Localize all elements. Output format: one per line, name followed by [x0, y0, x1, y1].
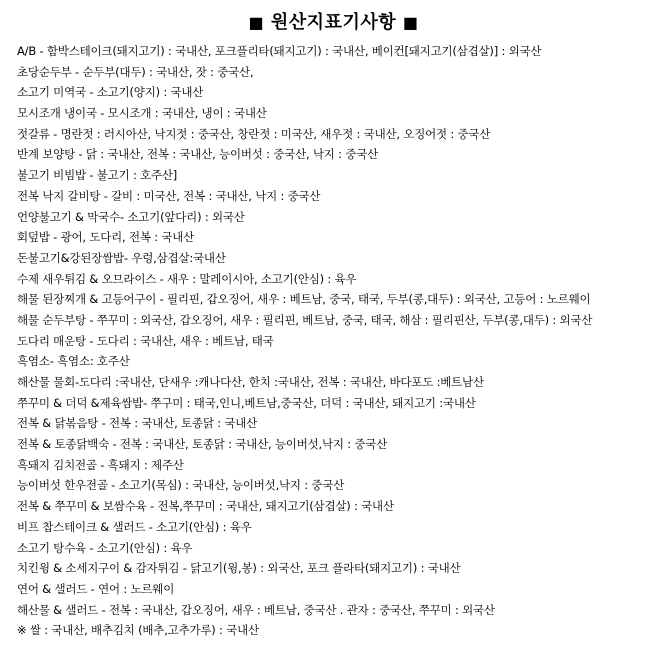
- origin-item: 도다리 매운탕 - 도다리 : 국내산, 새우 : 베트남, 태국: [17, 333, 274, 348]
- origin-item: 해산물 물회-도다리 :국내산, 단새우 :캐나다산, 한치 :국내산, 전복 : 국내산, 바다포도 :베트남산: [17, 375, 484, 389]
- origin-item: 흑염소- 흑염소: 호주산: [17, 354, 130, 369]
- origin-item: 전복 & 닭볶음탕 - 전복 : 국내산, 토종닭 : 국내산: [17, 416, 258, 431]
- origin-item: 전복 & 쭈꾸미 & 보쌈수육 - 전복,쭈꾸미 : 국내산, 돼지고기(삼겹살) : 국내산: [17, 499, 394, 514]
- page-title: [0, 8, 667, 34]
- origin-item: 치킨윙 & 소세지구이 & 감자튀김 - 닭고기(윙,봉) : 외국산, 포크 플라타(돼지고기) : 국내산: [17, 561, 461, 576]
- title-text: 원산지표기사항: [270, 12, 397, 33]
- title-square-left-icon: ■: [248, 13, 265, 32]
- origin-item: 연어 & 샐러드 - 연어 : 노르웨이: [17, 581, 175, 596]
- origin-item: 소고기 미역국 - 소고기(양지) : 국내산: [17, 85, 204, 100]
- origin-item: A/B - 함박스테이크(돼지고기) : 국내산, 포크플리타(돼지고기) : 국내산, 베이컨[돼지고기(삼겹살)] : 외국산: [17, 44, 542, 58]
- origin-item: 전복 낙지 갈비탕 - 갈비 : 미국산, 전복 : 국내산, 낙지 : 중국산: [17, 188, 321, 203]
- origin-list: [17, 41, 665, 641]
- origin-item: 돈불고기&강된장쌈밥- 우렁,삼겹살:국내산: [17, 250, 226, 265]
- origin-item: 능이버섯 한우전골 - 소고기(목심) : 국내산, 능이버섯,낙지 : 중국산: [17, 478, 345, 493]
- origin-item: 모시조개 냉이국 - 모시조개 : 국내산, 냉이 : 국내산: [17, 106, 267, 121]
- origin-item: 수제 새우튀김 & 오므라이스 - 새우 : 말레이시아, 소고기(안심) : 육우: [17, 271, 357, 286]
- origin-item: 회덮밥 - 광어, 도다리, 전복 : 국내산: [17, 230, 195, 245]
- origin-item: 초당순두부 - 순두부(대두) : 국내산, 잣 : 중국산,: [17, 64, 254, 79]
- origin-item: 전복 & 토종닭백숙 - 전복 : 국내산, 토종닭 : 국내산, 능이버섯,낙지 : 중국산: [17, 437, 388, 452]
- origin-item: 소고기 탕수육 - 소고기(안심) : 육우: [17, 540, 193, 555]
- origin-item: 해산물 & 샐러드 - 전복 : 국내산, 갑오징어, 새우 : 베트남, 중국산 . 관자 : 중국산, 쭈꾸미 : 외국산: [17, 602, 495, 617]
- origin-item: 흑돼지 김치전골 - 흑돼지 : 제주산: [17, 457, 184, 472]
- title-square-right-icon: ■: [402, 13, 419, 32]
- origin-note: ※ 쌀 : 국내산, 배추김치 (배추,고추가루) : 국내산: [17, 623, 259, 638]
- origin-item: 불고기 비빔밥 - 불고기 : 호주산]: [17, 168, 178, 183]
- origin-item: 해물 된장찌개 & 고등어구이 - 필리핀, 갑오징어, 새우 : 베트남, 중국, 태국, 두부(콩,대두) : 외국산, 고등어 : 노르웨이: [17, 292, 591, 307]
- origin-item: 해물 순두부탕 - 쭈꾸미 : 외국산, 갑오징어, 새우 : 필리핀, 베트남, 중국, 태국, 해삼 : 필리핀산, 두부(콩,대두) : 외국산: [17, 312, 593, 327]
- origin-item: 젓갈류 - 명란젓 : 러시아산, 낙지젓 : 중국산, 창란젓 : 미국산, 새우젓 : 국내산, 오징어젓 : 중국산: [17, 126, 491, 141]
- origin-item: 쭈꾸미 & 더덕 &제육쌈밥- 쭈구미 : 태국,인니,베트남,중국산, 더덕 : 국내산, 돼지고기 :국내산: [17, 395, 476, 410]
- origin-item: 비프 찹스테이크 & 샐러드 - 소고기(안심) : 육우: [17, 519, 252, 534]
- origin-item: 반계 보양탕 - 닭 : 국내산, 전복 : 국내산, 능이버섯 : 중국산, 낙지 : 중국산: [17, 147, 379, 162]
- origin-item: 언양불고기 & 막국수- 소고기(앞다리) : 외국산: [17, 209, 245, 224]
